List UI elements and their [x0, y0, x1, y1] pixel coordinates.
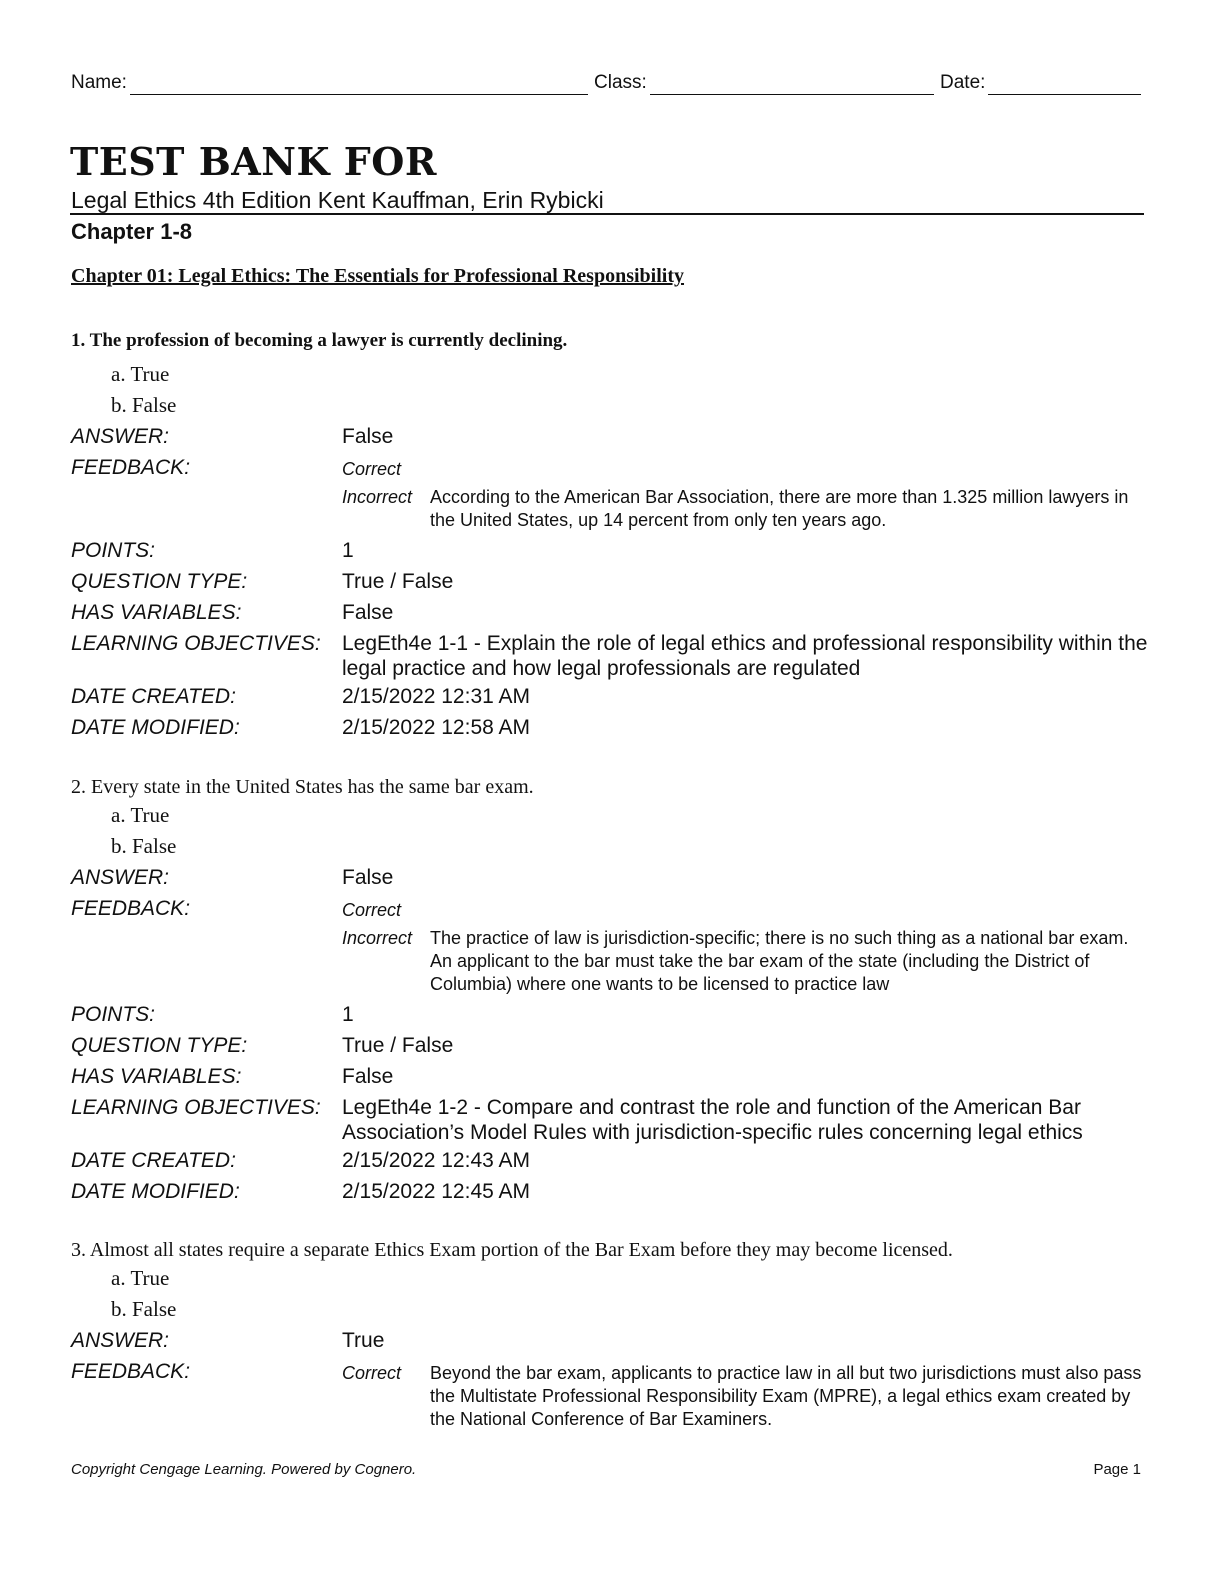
learning-objectives-value: LegEth4e 1-2 - Compare and contrast the role and function of the American Bar Association’s Model Rules with jurisdiction-specific rules concerning legal ethics: [342, 1096, 1083, 1144]
feedback-correct-tag: Correct: [342, 900, 402, 920]
answer-label: ANSWER:: [71, 425, 170, 448]
feedback-incorrect-text: The practice of law is jurisdiction-specific; there is no such thing as a national bar exam. An applicant to the bar must take the bar exam of the state (including the District of Columbia) where one wants to be licensed to practice law: [430, 928, 1129, 994]
chapter-range: Chapter 1-8: [71, 219, 193, 244]
question-2: [71, 774, 1151, 1207]
date-modified-label: DATE MODIFIED:: [71, 716, 240, 739]
date-modified-value: 2/15/2022 12:58 AM: [342, 716, 530, 739]
feedback-correct-text: Beyond the bar exam, applicants to practice law in all but two jurisdictions must also pass the Multistate Professional Responsibility Exam (MPRE), a legal ethics exam created by the National Conference of Bar Examiners.: [430, 1363, 1142, 1429]
has-variables-label: HAS VARIABLES:: [71, 1065, 242, 1088]
option-b: b. False: [111, 1297, 177, 1321]
answer-value: True: [342, 1329, 385, 1352]
page-title: TEST BANK FOR: [70, 139, 437, 184]
feedback-incorrect-tag: Incorrect: [342, 928, 413, 948]
option-b: b. False: [111, 834, 177, 858]
option-a: a. True: [111, 362, 170, 386]
points-label: POINTS:: [71, 1003, 156, 1026]
date-modified-label: DATE MODIFIED:: [71, 1180, 240, 1203]
learning-objectives-label: LEARNING OBJECTIVES:: [71, 632, 321, 655]
date-label: Date:: [940, 72, 986, 93]
date-created-label: DATE CREATED:: [71, 685, 236, 708]
footer-copyright: Copyright Cengage Learning. Powered by Cognero.: [71, 1461, 417, 1478]
question-type-value: True / False: [342, 570, 454, 593]
name-field[interactable]: [130, 94, 588, 95]
book-subtitle: Legal Ethics 4th Edition Kent Kauffman, Erin Rybicki: [71, 187, 604, 213]
feedback-correct-tag: Correct: [342, 459, 402, 479]
question-1: [71, 328, 1151, 743]
question-text: 3. Almost all states require a separate Ethics Exam portion of the Bar Exam before they may become licensed.: [71, 1239, 953, 1261]
class-field[interactable]: [650, 94, 934, 95]
learning-objectives-label: LEARNING OBJECTIVES:: [71, 1096, 321, 1119]
has-variables-label: HAS VARIABLES:: [71, 601, 242, 624]
date-created-value: 2/15/2022 12:43 AM: [342, 1149, 530, 1172]
name-label: Name:: [71, 72, 127, 93]
answer-value: False: [342, 866, 394, 889]
feedback-incorrect-tag: Incorrect: [342, 487, 413, 507]
feedback-label: FEEDBACK:: [71, 897, 191, 920]
question-type-label: QUESTION TYPE:: [71, 570, 248, 593]
points-label: POINTS:: [71, 539, 156, 562]
question-type-value: True / False: [342, 1034, 454, 1057]
question-text: 1. The profession of becoming a lawyer is currently declining.: [71, 330, 568, 351]
answer-value: False: [342, 425, 394, 448]
question-text: 2. Every state in the United States has the same bar exam.: [71, 776, 534, 798]
class-label: Class:: [594, 72, 647, 93]
question-type-label: QUESTION TYPE:: [71, 1034, 248, 1057]
feedback-correct-tag: Correct: [342, 1363, 402, 1383]
chapter-heading: Chapter 01: Legal Ethics: The Essentials for Professional Responsibility: [71, 265, 685, 287]
title-divider: [70, 213, 1144, 215]
feedback-incorrect-text: According to the American Bar Association, there are more than 1.325 million lawyers in the United States, up 14 percent from only ten years ago.: [430, 487, 1129, 530]
has-variables-value: False: [342, 601, 394, 624]
option-a: a. True: [111, 1266, 170, 1290]
page-number: Page 1: [1093, 1461, 1141, 1478]
date-created-value: 2/15/2022 12:31 AM: [342, 685, 530, 708]
feedback-label: FEEDBACK:: [71, 1360, 191, 1383]
question-3: [71, 1237, 1151, 1431]
option-b: b. False: [111, 393, 177, 417]
answer-label: ANSWER:: [71, 1329, 170, 1352]
date-created-label: DATE CREATED:: [71, 1149, 236, 1172]
points-value: 1: [342, 539, 354, 562]
date-field[interactable]: [988, 94, 1141, 95]
answer-label: ANSWER:: [71, 866, 170, 889]
date-modified-value: 2/15/2022 12:45 AM: [342, 1180, 530, 1203]
has-variables-value: False: [342, 1065, 394, 1088]
feedback-label: FEEDBACK:: [71, 456, 191, 479]
learning-objectives-value: LegEth4e 1-1 - Explain the role of legal ethics and professional responsibility within the legal practice and how legal professionals are regulated: [342, 632, 1148, 680]
points-value: 1: [342, 1003, 354, 1026]
option-a: a. True: [111, 803, 170, 827]
